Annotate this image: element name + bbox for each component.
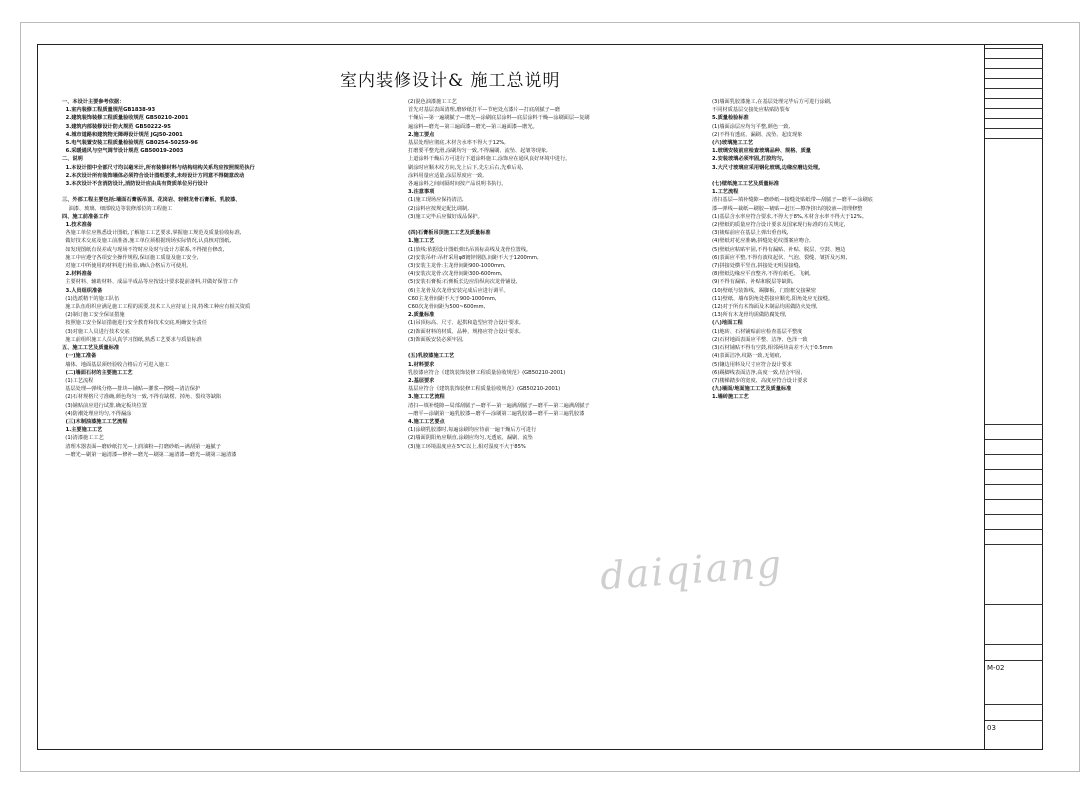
text-line: (1)地砖、石材铺贴前应检查基层平整度 bbox=[712, 328, 803, 335]
text-line: 五、施工工艺及质量标准 bbox=[62, 345, 120, 352]
text-line: (9)不得有漏贴、补贴和脱层等缺陷, bbox=[712, 279, 794, 286]
text-line: (3)对施工人员进行技术交底 bbox=[62, 328, 130, 335]
text-line: 二、说明 bbox=[62, 156, 83, 163]
title-block-rule bbox=[985, 454, 1043, 455]
text-line: 主要材料、辅助材料、成品半成品等应按设计要求提前备料,并做好保管工作 bbox=[62, 279, 239, 286]
text-line: 5.质量检验标准 bbox=[712, 115, 749, 122]
column-left bbox=[62, 98, 392, 743]
text-line: 如发现图纸有误差或与现场不符时应及时与设计方联系,不得擅自修改, bbox=[62, 246, 225, 253]
text-line: (7)楼梯踏步的宽度、高度应符合设计要求 bbox=[712, 377, 808, 384]
text-line: 一、本设计主要参考依据： bbox=[62, 99, 125, 105]
text-line: (2)墙面阴阳角应顺直,涂刷应均匀,无透底、漏刷、流坠 bbox=[408, 435, 533, 442]
title-block-rule bbox=[985, 58, 1043, 59]
text-line: 2.本次设计所有装饰墙体必须符合设计图纸要求,未经设计方同意不得随意改动 bbox=[62, 172, 245, 179]
text-line: (4)安装次龙骨:次龙骨间距300-600mm, bbox=[408, 271, 503, 278]
text-line: 基层处理应彻底,木材含水率不得大于12%, bbox=[408, 140, 506, 147]
text-line: 基层应符合《建筑装饰装修工程质量验收规范》(GB50210-2001) bbox=[408, 386, 561, 393]
text-line: 4.城市道路和建筑物无障碍设计规范 JGJ50-2001 bbox=[62, 131, 183, 138]
text-line: 2.材料准备 bbox=[62, 271, 92, 278]
text-line: 6.采暖通风与空气调节设计规范 GB50019-2003 bbox=[62, 148, 184, 155]
text-line: (6)表面应平整,不得有波纹起伏、气泡、裂缝、皱折及污斑, bbox=[712, 254, 848, 261]
text-line: 涂料用量应适量,涂层厚度应一致, bbox=[408, 172, 484, 179]
text-line: (4)壁纸对花应准确,拼缝处花纹图案应吻合, bbox=[712, 238, 811, 245]
text-line: (2)涂料应按规定配比调制, bbox=[408, 205, 469, 212]
title-block-rule bbox=[985, 98, 1043, 99]
title-block-rule bbox=[985, 68, 1043, 69]
text-line: (3)铺贴前应进行试排,确定板块位置 bbox=[62, 402, 147, 409]
text-line: 4.施工工艺要点 bbox=[408, 418, 445, 425]
text-line: (1)工艺流程 bbox=[62, 377, 94, 384]
title-block-rule bbox=[985, 544, 1043, 545]
text-line: 施工队伍组织应满足施工工程的需要,技术工人应持证上岗,特殊工种应有相关资质 bbox=[62, 304, 251, 311]
text-line: 按照施工安全保证措施进行安全教育和技术交底,明确安全责任 bbox=[62, 320, 208, 327]
text-line: 不同材质基层交接处应粘贴防裂布 bbox=[712, 107, 790, 114]
text-line: 清扫基层—填补缝隙—磨砂纸—接缝处贴纸带—刮腻子—磨平—涂刷底 bbox=[712, 197, 873, 204]
text-line: (5)安装石膏板:石膏板长边应沿纵向次龙骨铺设, bbox=[408, 279, 518, 286]
watermark: daiqiang bbox=[598, 541, 785, 599]
text-line: (2)石材规格尺寸准确,颜色均匀一致,不得有缺楞、掉角、裂纹等缺陷 bbox=[62, 394, 222, 401]
text-line: 1.技术准备 bbox=[62, 222, 92, 229]
text-line: (五)乳胶漆施工工艺 bbox=[408, 353, 455, 360]
text-line: 2.施工要点 bbox=[408, 131, 435, 138]
column-right bbox=[712, 98, 977, 743]
text-line: 2.基层要求 bbox=[408, 377, 435, 384]
title-block bbox=[984, 44, 1043, 750]
text-line: (2)安装吊杆:吊杆采用φ8镀锌钢筋,间距不大于1200mm, bbox=[408, 254, 539, 261]
title-block-rule bbox=[985, 88, 1043, 89]
text-line: (2)壁纸的质量应符合设计要求及国家现行标准的有关规定, bbox=[712, 222, 846, 229]
title-block-rule bbox=[985, 128, 1043, 129]
text-line: (1)基层含水率应符合要求,不得大于8%,木材含水率不得大于12%。 bbox=[712, 213, 867, 220]
page-number: 03 bbox=[985, 720, 1043, 738]
text-line: 1.墙砖施工工艺 bbox=[712, 394, 749, 401]
text-line: 3.大尺寸玻璃应采用钢化玻璃,边缘应磨边处理, bbox=[712, 164, 821, 171]
text-line: 2.安装玻璃必须牢固,打胶均匀, bbox=[712, 156, 784, 163]
text-line: 遍涂料—磨光—第三遍面漆—磨光—第三遍面漆—磨光。 bbox=[408, 123, 538, 130]
text-line: 墙体、地面基层须经验收合格后方可进入施工 bbox=[62, 361, 170, 368]
title-block-rule bbox=[985, 48, 1043, 49]
sheet-number: M-02 bbox=[985, 660, 1043, 678]
text-line: 漆—弹线—裁纸—刷胶—裱贴—赶压—擦净挤出的胶液—清理修整 bbox=[712, 205, 863, 212]
text-line: (八)地面工程 bbox=[712, 320, 743, 327]
text-line: (四)石膏板吊顶施工工艺及质量标准 bbox=[408, 230, 491, 237]
text-line: 2.质量标准 bbox=[408, 312, 435, 319]
text-line: 首先对基层表面清理,磨砂纸打平—节疤处点漆片—打底刮腻子—磨 bbox=[408, 107, 561, 114]
text-line bbox=[408, 221, 708, 229]
text-line: 三、外部工程主要包括:墙面石膏板吊顶、花岗岩、轻钢龙骨石膏板、乳胶漆、 bbox=[62, 197, 241, 204]
title-block-rule bbox=[985, 499, 1043, 500]
text-line: 干燥后—第一遍刷腻子—磨光—涂刷底层涂料—底层涂料干燥—涂刷面层—复刷 bbox=[408, 115, 590, 122]
text-line: 四、施工前准备工作 bbox=[62, 213, 109, 220]
text-line: (7)拼接处横平竖直,拼接处无明显接缝, bbox=[712, 263, 801, 270]
text-line: 5.电气装置安装工程质量检验规范 GB0254-50259-96 bbox=[62, 140, 198, 147]
text-line: —磨平—涂刷第一遍乳胶漆—磨平—涂刷第二遍乳胶漆—磨平—第三遍乳胶漆 bbox=[408, 410, 585, 417]
title-block-rule bbox=[985, 78, 1043, 79]
text-line: 清扫—填补缝隙—局部刮腻子—磨平—第一遍满刮腻子—磨平—第二遍满刮腻子 bbox=[408, 402, 590, 409]
text-line: 基层处理—弹线分格—排块—铺贴—灌浆—擦缝—清洁保护 bbox=[62, 386, 201, 393]
text-line: 各遍涂料之间间隔时间按产品说明书执行。 bbox=[408, 181, 507, 188]
text-line: 3.施工工艺流程 bbox=[408, 394, 445, 401]
text-line: 清理木器表面—磨砂纸打光—上润油粉—打磨砂纸—满刮第一遍腻子 bbox=[62, 443, 221, 450]
text-line: (5)壁纸应粘贴牢固,不得有漏贴、补贴、脱层、空鼓、翘边 bbox=[712, 246, 846, 253]
text-line: 各施工单位应熟悉设计图纸,了解施工工艺要求,掌握施工规范及质量验收标准, bbox=[62, 230, 242, 237]
text-line: 打磨要平整光滑,涂刷均匀一致,不得漏刷、流坠、起皱等现象, bbox=[408, 148, 548, 155]
title-block-rule bbox=[985, 424, 1043, 425]
title-block-rule bbox=[985, 469, 1043, 470]
text-line: (4)表面洁净,纹路一致,无划痕, bbox=[712, 353, 782, 360]
text-line: 3.本次设计不含消防设计,消防设计应由具有资质单位另行设计 bbox=[62, 181, 209, 188]
text-line bbox=[408, 344, 708, 352]
text-line: 上道涂料干燥后方可进行下道涂料施工,涂饰应在通风良好环境中进行。 bbox=[408, 156, 571, 163]
title-block-rule bbox=[985, 439, 1043, 440]
text-line: 施工中应遵守各项安全操作规程,保证施工质量及施工安全, bbox=[62, 254, 199, 261]
text-line: (2)不得有透底、漏刷、流坠、起皮现象 bbox=[712, 131, 803, 138]
text-line: (七)壁纸施工工艺及质量标准 bbox=[712, 181, 779, 188]
text-line: 做好技术交底及施工前准备,施工单位须根据现场实际情况,认真核对图纸, bbox=[62, 238, 232, 245]
text-line: C60主龙骨间距不大于900-1000mm, bbox=[408, 295, 497, 302]
text-line: (11)壁纸、墙布阴角处搭接应顺光,阳角处应无接缝。 bbox=[712, 295, 834, 302]
text-line: 3.注意事项 bbox=[408, 189, 435, 196]
text-line: (6)主龙骨及次龙骨安装完成后应进行调平。 bbox=[408, 287, 509, 294]
column-middle bbox=[408, 98, 708, 743]
text-line: 1.本设计图中全部尺寸均以毫米计,所有装修材料与结构结构关系均应按照规范执行 bbox=[62, 164, 255, 171]
text-line: 对施工中所使用的材料进行检验,确认合格后方可使用。 bbox=[62, 263, 192, 270]
text-line: (3)石材铺贴不得有空鼓,相邻两块高差不大于0.5mm bbox=[712, 345, 833, 352]
title-block-rule bbox=[985, 484, 1043, 485]
text-line bbox=[62, 188, 392, 196]
text-line: 乳胶漆应符合《建筑装饰装修工程质量验收规范》(GB50210-2001) bbox=[408, 369, 566, 376]
text-line: (一)施工准备 bbox=[62, 353, 97, 360]
text-line: (6)踢脚线表面洁净,高度一致,结合牢固, bbox=[712, 369, 803, 376]
text-line: (5)镶边用料及尺寸应符合设计要求 bbox=[712, 361, 792, 368]
text-line: (4)防潮处理应均匀,不得漏涂 bbox=[62, 410, 132, 417]
text-line: 1.工艺流程 bbox=[712, 189, 739, 196]
text-line: (3)墙面乳胶漆施工,在基层处理完毕后方可进行涂刷, bbox=[712, 99, 832, 105]
text-line bbox=[712, 172, 977, 180]
text-line: (九)墙面/地面施工工艺及质量标准 bbox=[712, 386, 792, 393]
text-line: (3)施工环境温度应在5℃以上,相对湿度不大于85% bbox=[408, 443, 526, 450]
text-line: 1.施工工艺 bbox=[408, 238, 435, 245]
text-line: (2)石材地面表面应平整、洁净、色泽一致 bbox=[712, 336, 808, 343]
text-line: (12)对于所有木饰面及木制品均需做防火处理, bbox=[712, 304, 818, 311]
page-title: 室内装修设计& 施工总说明 bbox=[340, 71, 561, 91]
text-line: (三)木制油漆施工工艺流程 bbox=[62, 418, 128, 425]
text-line: 刷涂时应顺木纹方向,先上后下,先左后右,先难后易, bbox=[408, 164, 524, 171]
text-line: C60次龙骨间距为500~600mm, bbox=[408, 304, 486, 311]
text-line: 1.玻璃安装前应检查玻璃品种、规格、质量 bbox=[712, 148, 811, 155]
text-line: 1.材料要求 bbox=[408, 361, 435, 368]
text-line: 1.主要施工工艺 bbox=[62, 427, 103, 434]
text-line: (10)壁纸与装饰线、踢脚板、门窗框交接紧密 bbox=[712, 287, 817, 294]
text-line: (1)墙面涂层应均匀平整,颜色一致, bbox=[712, 123, 791, 130]
text-line: (13)所有木龙骨均需做防腐处理, bbox=[712, 312, 787, 319]
text-line: (8)壁纸边缘应平直整齐,不得有纸毛、飞刺, bbox=[712, 271, 811, 278]
title-block-rule bbox=[985, 118, 1043, 119]
text-line: (3)饰面板安装必须牢固, bbox=[408, 336, 464, 343]
text-line: (二)墙面石材的主要施工工艺 bbox=[62, 369, 133, 376]
title-block-rule bbox=[985, 704, 1043, 705]
text-line: (3)裱贴前应在基层上弹出垂直线, bbox=[712, 230, 789, 237]
text-line: (1)放线:依据设计图纸弹出吊顶标高线及龙骨位置线。 bbox=[408, 246, 532, 253]
text-line: (1)清漆施工工艺 bbox=[62, 435, 104, 442]
text-line: —磨光—刷第一遍清漆—修补—磨光—刷第二遍清漆—磨光—刷第三遍清漆 bbox=[62, 451, 237, 458]
title-block-rule bbox=[985, 529, 1043, 530]
text-line: (3)安装主龙骨:主龙骨间距900-1000mm, bbox=[408, 263, 506, 270]
title-block-rule bbox=[985, 514, 1043, 515]
text-line: (1)吊顶标高、尺寸、起拱和造型应符合设计要求, bbox=[408, 320, 521, 327]
text-line: 2.建筑装饰装修工程质量验收规范 GB50210-2001 bbox=[62, 115, 189, 122]
text-line: (2)饰面材料的材质、品种、规格应符合设计要求, bbox=[408, 328, 521, 335]
text-line: (六)玻璃施工工艺 bbox=[712, 140, 754, 147]
text-line: 油漆、玻璃、细部收边等装修部位的工程施工 bbox=[62, 205, 173, 212]
text-line: 3.人员组织准备 bbox=[62, 287, 103, 294]
text-line: (2)混色油漆施工工艺 bbox=[408, 99, 457, 105]
text-line: 3.建筑内部装修设计防火规范 GB50222-95 bbox=[62, 123, 171, 130]
title-block-rule bbox=[985, 644, 1043, 645]
text-line: (3)施工完毕后应做好成品保护。 bbox=[408, 213, 483, 220]
text-line: (1)涂刷乳胶漆时,每遍涂刷均应待前一遍干燥后方可进行 bbox=[408, 427, 537, 434]
text-line: (1)选派精干的施工队伍 bbox=[62, 295, 120, 302]
title-block-rule bbox=[985, 138, 1043, 139]
text-line: (2)制订施工安全保证措施 bbox=[62, 312, 125, 319]
text-line: 施工前组织施工人员认真学习图纸,熟悉工艺要求与质量标准 bbox=[62, 336, 202, 343]
text-line: (1)施工现场应保持清洁, bbox=[408, 197, 464, 204]
title-block-rule bbox=[985, 108, 1043, 109]
text-line: 1.室内装修工程质量规范GB1838-93 bbox=[62, 107, 156, 114]
title-block-rule bbox=[985, 604, 1043, 605]
